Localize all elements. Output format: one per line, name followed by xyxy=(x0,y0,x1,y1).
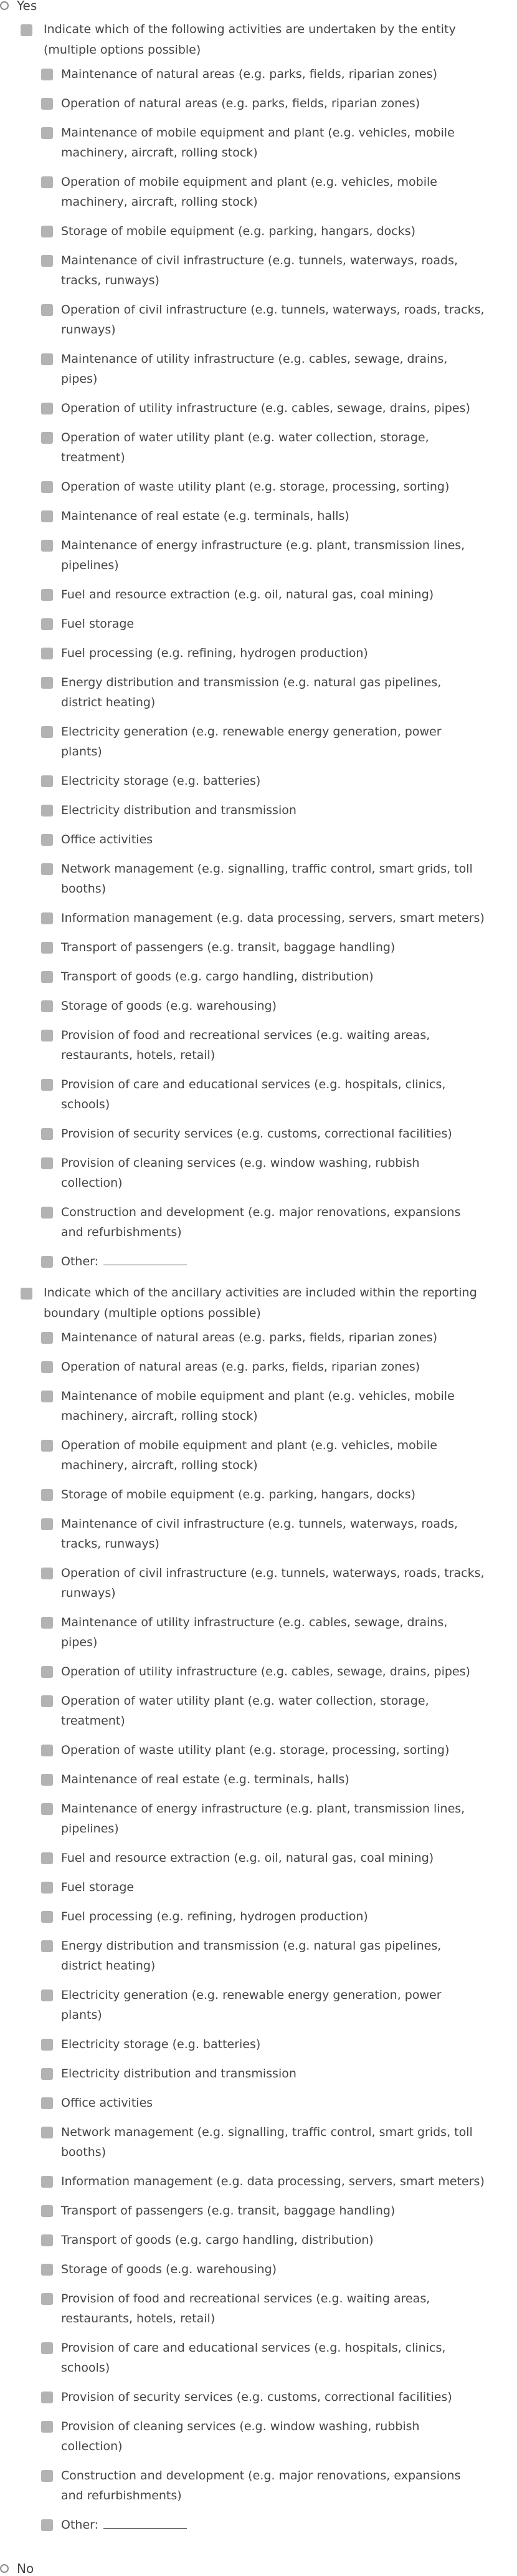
activity-option[interactable] xyxy=(0,2466,485,2506)
yes-option[interactable] xyxy=(0,0,37,12)
activity-label: Maintenance of utility infrastructure (e.g. cables, sewage, drains, pipes) xyxy=(61,352,448,386)
activity-option[interactable] xyxy=(0,1563,485,1603)
no-label: No xyxy=(17,2561,34,2576)
activity-label: Electricity storage (e.g. batteries) xyxy=(61,2037,261,2051)
activity-label: Information management (e.g. data processing, servers, smart meters) xyxy=(61,911,485,925)
group-checkbox[interactable] xyxy=(21,24,32,36)
activity-label: Maintenance of real estate (e.g. terminals, halls) xyxy=(61,509,349,523)
activity-label: Fuel processing (e.g. refining, hydrogen production) xyxy=(61,1910,368,1923)
activity-label: Operation of natural areas (e.g. parks, fields, riparian zones) xyxy=(61,1360,420,1374)
activity-checkbox[interactable] xyxy=(41,403,53,414)
activity-checkbox[interactable] xyxy=(41,2097,53,2109)
activity-option[interactable] xyxy=(0,349,485,389)
activity-option[interactable] xyxy=(0,1202,485,1242)
activity-label: Office activities xyxy=(61,2096,153,2110)
activity-checkbox[interactable] xyxy=(41,540,53,552)
other-checkbox[interactable] xyxy=(41,1256,53,1268)
activity-option[interactable] xyxy=(0,2064,485,2084)
other-text-field[interactable] xyxy=(103,1264,187,1265)
activity-checkbox[interactable] xyxy=(41,1695,53,1707)
activity-option[interactable] xyxy=(0,1691,485,1731)
group-checkbox[interactable] xyxy=(21,1288,32,1300)
group-question[interactable] xyxy=(0,1283,480,1324)
activity-checkbox[interactable] xyxy=(41,2039,53,2051)
activity-label: Electricity distribution and transmission xyxy=(61,2067,296,2080)
activity-option[interactable] xyxy=(0,1612,485,1652)
activity-checkbox[interactable] xyxy=(41,912,53,924)
activity-checkbox[interactable] xyxy=(41,1940,53,1952)
activity-checkbox[interactable] xyxy=(41,677,53,689)
activity-option[interactable] xyxy=(0,1124,485,1144)
activity-label: Construction and development (e.g. major renovations, expansions and refurbishments) xyxy=(61,2469,461,2502)
activity-checkbox[interactable] xyxy=(41,1030,53,1041)
activity-label: Storage of goods (e.g. warehousing) xyxy=(61,999,277,1013)
activity-label: Office activities xyxy=(61,833,153,846)
activity-label: Operation of civil infrastructure (e.g. tunnels, waterways, roads, tracks, runways) xyxy=(61,303,485,337)
activity-option[interactable] xyxy=(0,967,485,987)
activity-checkbox[interactable] xyxy=(41,510,53,522)
activity-label: Transport of passengers (e.g. transit, baggage handling) xyxy=(61,2204,396,2218)
activity-option[interactable] xyxy=(0,908,485,928)
activity-label: Maintenance of utility infrastructure (e.g. cables, sewage, drains, pipes) xyxy=(61,1616,448,1649)
activity-label: Maintenance of mobile equipment and plant (e.g. vehicles, mobile machinery, aircraft, rolling stock) xyxy=(61,126,455,160)
yes-radio[interactable] xyxy=(0,1,9,10)
activity-option[interactable] xyxy=(0,1435,485,1475)
activity-label: Operation of waste utility plant (e.g. storage, processing, sorting) xyxy=(61,1743,450,1757)
activity-option[interactable] xyxy=(0,1485,485,1505)
activity-option[interactable] xyxy=(0,830,485,850)
activity-option[interactable] xyxy=(0,859,485,899)
activity-checkbox[interactable] xyxy=(41,648,53,659)
activity-checkbox[interactable] xyxy=(41,2068,53,2080)
activity-option[interactable] xyxy=(0,1985,485,2025)
yes-label: Yes xyxy=(17,0,37,13)
activity-option[interactable] xyxy=(0,722,485,762)
activity-checkbox[interactable] xyxy=(41,2342,53,2354)
other-label: Other: xyxy=(61,1255,99,1268)
activity-option[interactable] xyxy=(0,2338,485,2378)
activity-option[interactable] xyxy=(0,673,485,712)
activity-option[interactable] xyxy=(0,2093,485,2113)
activity-label: Electricity distribution and transmission xyxy=(61,803,296,817)
activity-checkbox[interactable] xyxy=(41,1489,53,1501)
activity-checkbox[interactable] xyxy=(41,863,53,875)
activity-label: Transport of passengers (e.g. transit, baggage handling) xyxy=(61,941,396,954)
activity-label: Construction and development (e.g. major renovations, expansions and refurbishments) xyxy=(61,1205,461,1239)
activity-checkbox[interactable] xyxy=(41,1332,53,1344)
activity-checkbox[interactable] xyxy=(41,1989,53,2001)
no-option[interactable] xyxy=(0,2562,34,2575)
activity-option[interactable] xyxy=(0,614,485,634)
activity-label: Fuel processing (e.g. refining, hydrogen production) xyxy=(61,646,368,660)
activity-checkbox[interactable] xyxy=(41,726,53,738)
activity-option[interactable] xyxy=(0,643,485,663)
activity-checkbox[interactable] xyxy=(41,176,53,188)
other-option[interactable] xyxy=(0,2515,485,2535)
activity-option[interactable] xyxy=(0,1907,485,1927)
activity-checkbox[interactable] xyxy=(41,2205,53,2217)
activity-label: Operation of water utility plant (e.g. water collection, storage, treatment) xyxy=(61,431,429,464)
activity-option[interactable] xyxy=(0,93,485,113)
activity-group xyxy=(0,1283,485,2544)
activity-checkbox[interactable] xyxy=(41,1774,53,1786)
activity-list xyxy=(0,1328,485,2544)
activity-list xyxy=(0,64,485,1281)
activity-label: Provision of care and educational services (e.g. hospitals, clinics, schools) xyxy=(61,2341,446,2375)
activity-label: Maintenance of real estate (e.g. terminals, halls) xyxy=(61,1773,349,1786)
activity-option[interactable] xyxy=(0,477,485,497)
activity-label: Fuel and resource extraction (e.g. oil, natural gas, coal mining) xyxy=(61,1851,434,1865)
activity-label: Operation of utility infrastructure (e.g. cables, sewage, drains, pipes) xyxy=(61,401,470,415)
activity-checkbox[interactable] xyxy=(41,98,53,110)
activity-checkbox[interactable] xyxy=(41,1911,53,1923)
activity-label: Network management (e.g. signalling, traffic control, smart grids, toll booths) xyxy=(61,862,473,896)
activity-label: Energy distribution and transmission (e.g. natural gas pipelines, district heating) xyxy=(61,1939,442,1973)
activity-label: Provision of cleaning services (e.g. window washing, rubbish collection) xyxy=(61,2420,420,2453)
activity-label: Transport of goods (e.g. cargo handling, distribution) xyxy=(61,2233,374,2247)
activity-label: Provision of security services (e.g. customs, correctional facilities) xyxy=(61,1127,452,1141)
activity-checkbox[interactable] xyxy=(41,353,53,365)
group-question-text: Indicate which of the ancillary activities are included within the reporting boundary (multiple options possible) xyxy=(44,1286,477,1320)
activity-label: Transport of goods (e.g. cargo handling, distribution) xyxy=(61,970,374,984)
activity-option[interactable] xyxy=(0,123,485,163)
activity-checkbox[interactable] xyxy=(41,1000,53,1012)
activity-checkbox[interactable] xyxy=(41,1518,53,1530)
activity-checkbox[interactable] xyxy=(41,1128,53,1140)
other-option[interactable] xyxy=(0,1252,485,1271)
activity-label: Operation of water utility plant (e.g. water collection, storage, treatment) xyxy=(61,1694,429,1728)
activity-option[interactable] xyxy=(0,506,485,526)
activity-option[interactable] xyxy=(0,1848,485,1868)
activity-option[interactable] xyxy=(0,2259,485,2279)
activity-option[interactable] xyxy=(0,996,485,1016)
activity-groups xyxy=(0,19,485,2544)
activity-checkbox[interactable] xyxy=(41,1440,53,1452)
activity-label: Provision of care and educational services (e.g. hospitals, clinics, schools) xyxy=(61,1078,446,1111)
activity-checkbox[interactable] xyxy=(41,304,53,316)
activity-checkbox[interactable] xyxy=(41,2264,53,2276)
activity-option[interactable] xyxy=(0,1357,485,1377)
activity-option[interactable] xyxy=(0,1769,485,1789)
activity-label: Energy distribution and transmission (e.g. natural gas pipelines, district heating) xyxy=(61,676,442,709)
activity-option[interactable] xyxy=(0,2230,485,2250)
activity-checkbox[interactable] xyxy=(41,127,53,139)
activity-checkbox[interactable] xyxy=(41,775,53,787)
activity-checkbox[interactable] xyxy=(41,2392,53,2403)
activity-checkbox[interactable] xyxy=(41,942,53,954)
activity-checkbox[interactable] xyxy=(41,69,53,80)
activity-label: Operation of utility infrastructure (e.g. cables, sewage, drains, pipes) xyxy=(61,1665,470,1678)
activity-checkbox[interactable] xyxy=(41,255,53,267)
activity-option[interactable] xyxy=(0,2387,485,2407)
activity-checkbox[interactable] xyxy=(41,834,53,846)
group-question-text: Indicate which of the following activities are undertaken by the entity (multiple options possible) xyxy=(44,22,456,57)
activity-label: Information management (e.g. data processing, servers, smart meters) xyxy=(61,2175,485,2188)
activity-label: Maintenance of natural areas (e.g. parks, fields, riparian zones) xyxy=(61,1331,438,1344)
activity-checkbox[interactable] xyxy=(41,2127,53,2138)
activity-option[interactable] xyxy=(0,2416,485,2456)
other-checkbox[interactable] xyxy=(41,2519,53,2531)
activity-label: Storage of goods (e.g. warehousing) xyxy=(61,2262,277,2276)
activity-checkbox[interactable] xyxy=(41,805,53,816)
activity-checkbox[interactable] xyxy=(41,1803,53,1815)
activity-option[interactable] xyxy=(0,1075,485,1114)
activity-checkbox[interactable] xyxy=(41,1391,53,1402)
activity-option[interactable] xyxy=(0,1662,485,1682)
activity-option[interactable] xyxy=(0,1328,485,1348)
activity-label: Maintenance of mobile equipment and plant (e.g. vehicles, mobile machinery, aircraft, rolling stock) xyxy=(61,1389,455,1423)
activity-label: Electricity generation (e.g. renewable energy generation, power plants) xyxy=(61,1988,442,2022)
activity-label: Provision of cleaning services (e.g. window washing, rubbish collection) xyxy=(61,1156,420,1190)
activity-option[interactable] xyxy=(0,1936,485,1976)
activity-label: Fuel storage xyxy=(61,1880,135,1894)
activity-option[interactable] xyxy=(0,1740,485,1760)
activity-label: Maintenance of civil infrastructure (e.g. tunnels, waterways, roads, tracks, runways) xyxy=(61,254,458,287)
activity-option[interactable] xyxy=(0,251,485,290)
group-question[interactable] xyxy=(0,19,480,60)
activity-checkbox[interactable] xyxy=(41,1157,53,1169)
activity-option[interactable] xyxy=(0,771,485,791)
activity-option[interactable] xyxy=(0,1799,485,1839)
activity-checkbox[interactable] xyxy=(41,1207,53,1219)
activity-option[interactable] xyxy=(0,2122,485,2162)
activity-option[interactable] xyxy=(0,2201,485,2221)
activity-option[interactable] xyxy=(0,64,485,84)
activity-option[interactable] xyxy=(0,428,485,467)
activity-option[interactable] xyxy=(0,585,485,605)
activity-checkbox[interactable] xyxy=(41,226,53,237)
activity-label: Maintenance of natural areas (e.g. parks, fields, riparian zones) xyxy=(61,67,438,81)
no-radio[interactable] xyxy=(0,2564,9,2573)
activity-checkbox[interactable] xyxy=(41,971,53,983)
activity-checkbox[interactable] xyxy=(41,1882,53,1894)
activity-checkbox[interactable] xyxy=(41,432,53,444)
activity-checkbox[interactable] xyxy=(41,1361,53,1373)
activity-option[interactable] xyxy=(0,172,485,212)
activity-option[interactable] xyxy=(0,1025,485,1065)
activity-group xyxy=(0,19,485,1281)
activity-checkbox[interactable] xyxy=(41,618,53,630)
activity-checkbox[interactable] xyxy=(41,2234,53,2246)
activity-option[interactable] xyxy=(0,2289,485,2329)
activity-label: Storage of mobile equipment (e.g. parking, hangars, docks) xyxy=(61,224,415,238)
activity-option[interactable] xyxy=(0,221,485,241)
activity-label: Operation of civil infrastructure (e.g. tunnels, waterways, roads, tracks, runways) xyxy=(61,1566,485,1600)
activity-checkbox[interactable] xyxy=(41,2293,53,2305)
activity-label: Operation of natural areas (e.g. parks, fields, riparian zones) xyxy=(61,97,420,110)
activity-label: Fuel storage xyxy=(61,617,135,631)
activity-label: Fuel and resource extraction (e.g. oil, natural gas, coal mining) xyxy=(61,588,434,601)
activity-option[interactable] xyxy=(0,2034,485,2054)
activity-checkbox[interactable] xyxy=(41,2176,53,2188)
activity-option[interactable] xyxy=(0,1514,485,1554)
activity-option[interactable] xyxy=(0,2171,485,2191)
activity-option[interactable] xyxy=(0,398,485,418)
activity-option[interactable] xyxy=(0,937,485,957)
activity-option[interactable] xyxy=(0,1153,485,1193)
activity-label: Network management (e.g. signalling, traffic control, smart grids, toll booths) xyxy=(61,2125,473,2159)
activity-option[interactable] xyxy=(0,300,485,340)
activity-checkbox[interactable] xyxy=(41,1852,53,1864)
activity-option[interactable] xyxy=(0,1877,485,1897)
activity-label: Electricity generation (e.g. renewable energy generation, power plants) xyxy=(61,725,442,759)
activity-option[interactable] xyxy=(0,1386,485,1426)
activity-label: Provision of security services (e.g. customs, correctional facilities) xyxy=(61,2390,452,2404)
activity-label: Storage of mobile equipment (e.g. parking, hangars, docks) xyxy=(61,1488,415,1501)
activity-checkbox[interactable] xyxy=(41,2470,53,2482)
activity-checkbox[interactable] xyxy=(41,1617,53,1629)
activity-label: Maintenance of energy infrastructure (e.g. plant, transmission lines, pipelines) xyxy=(61,1802,465,1836)
activity-checkbox[interactable] xyxy=(41,589,53,601)
activity-checkbox[interactable] xyxy=(41,1079,53,1091)
other-label: Other: xyxy=(61,2518,99,2532)
activity-label: Electricity storage (e.g. batteries) xyxy=(61,774,261,788)
activity-checkbox[interactable] xyxy=(41,1568,53,1579)
activity-label: Operation of mobile equipment and plant (e.g. vehicles, mobile machinery, aircraft, rolling stock) xyxy=(61,1439,437,1472)
activity-label: Maintenance of energy infrastructure (e.g. plant, transmission lines, pipelines) xyxy=(61,539,465,572)
activity-option[interactable] xyxy=(0,535,485,575)
activity-label: Operation of waste utility plant (e.g. storage, processing, sorting) xyxy=(61,480,450,494)
activity-checkbox[interactable] xyxy=(41,2421,53,2433)
activity-label: Operation of mobile equipment and plant (e.g. vehicles, mobile machinery, aircraft, rolling stock) xyxy=(61,175,437,209)
activity-option[interactable] xyxy=(0,800,485,820)
activity-label: Provision of food and recreational services (e.g. waiting areas, restaurants, hotels, retail) xyxy=(61,2292,430,2325)
activity-checkbox[interactable] xyxy=(41,1666,53,1678)
activity-label: Provision of food and recreational services (e.g. waiting areas, restaurants, hotels, retail) xyxy=(61,1028,430,1062)
other-text-field[interactable] xyxy=(103,2527,187,2529)
activity-checkbox[interactable] xyxy=(41,481,53,493)
activity-checkbox[interactable] xyxy=(41,1745,53,1756)
activity-label: Maintenance of civil infrastructure (e.g. tunnels, waterways, roads, tracks, runways) xyxy=(61,1517,458,1551)
